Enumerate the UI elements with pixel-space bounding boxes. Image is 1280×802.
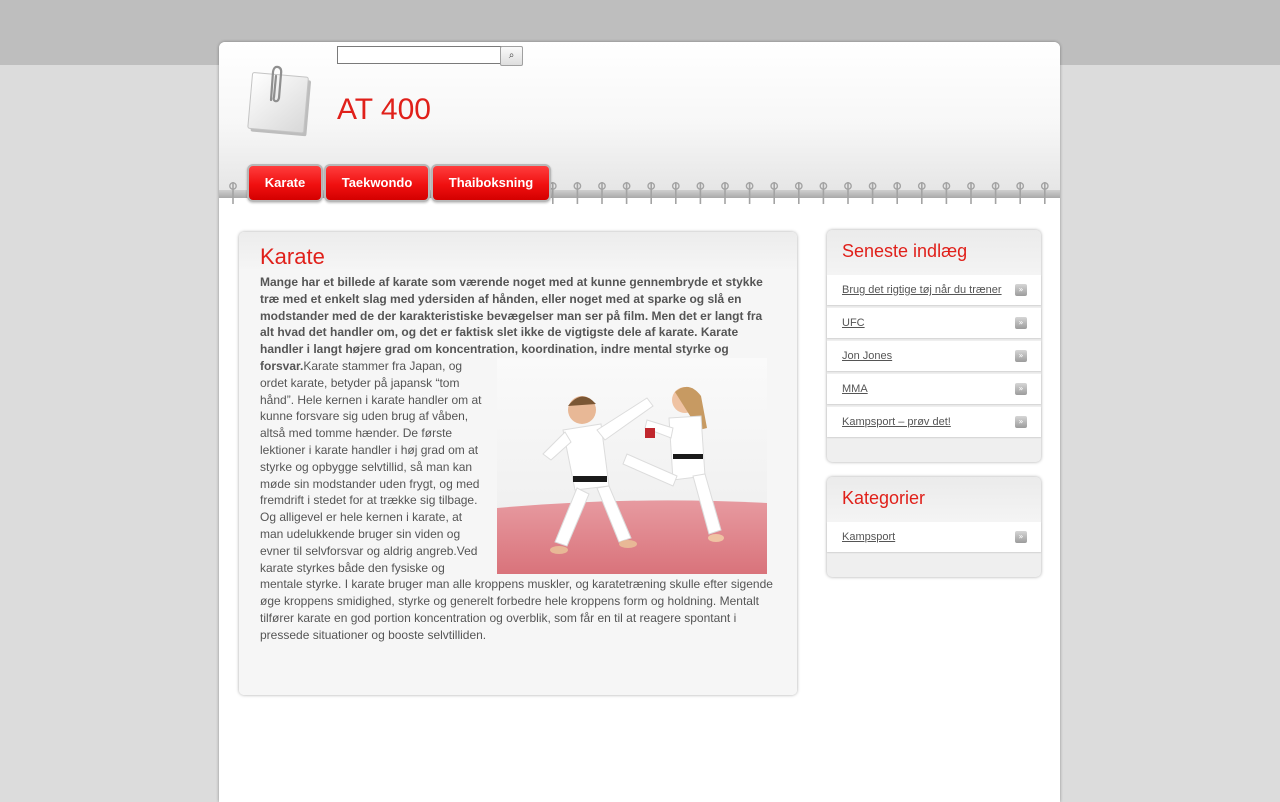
post-body <box>260 274 776 644</box>
recent-post-link[interactable]: MMA <box>842 383 868 395</box>
page <box>219 42 1060 802</box>
list-item <box>827 341 1041 371</box>
double-chevron-right-icon: » <box>1015 284 1027 296</box>
post-lead: Mange har et billede af karate som værende noget med at kunne gennembryde et stykke træ med et enkelt slag med ydersiden af hånden, eller noget med at sparke og slå en modstander med de der karakteristiske bevægelser man ser på film. Men det er langt fra alt hvad det handler om, og det er faktisk slet ikke de vigtigste dele af karate. Karate handler i langt højere grad om koncentration, koordination, indre mental styrke og forsvar. <box>260 275 763 373</box>
double-chevron-right-icon: » <box>1015 383 1027 395</box>
note-paperclip-icon <box>245 64 317 140</box>
list-item <box>827 522 1041 552</box>
category-link[interactable]: Kampsport <box>842 531 896 543</box>
list-item <box>827 374 1041 404</box>
list-item <box>827 407 1041 437</box>
recent-posts-list <box>827 275 1041 437</box>
recent-post-link[interactable]: Brug det rigtige tøj når du træner <box>842 284 1002 296</box>
karate-kids-photo <box>497 358 767 574</box>
recent-posts-widget <box>827 230 1041 462</box>
recent-post-link[interactable]: Jon Jones <box>842 350 893 362</box>
list-item <box>827 275 1041 305</box>
double-chevron-right-icon: » <box>1015 350 1027 362</box>
post-text: Karate stammer fra Japan, og ordet karate, betyder på japansk “tom hånd”. Hele kernen i karate handler om at kunne forsvare sig uden brug af våben, altså med tomme hænder. De første lektioner i karate handler i høj grad om at styrke og opbygge selvtillid, så man kan møde sin modstander uden frygt, og med fremdrift i stedet for at trække sig tilbage. Og alligevel er hele kernen i karate, at man udelukkende bruger sin viden og evner til selvforsvar og aldrig angreb.Ved karate styrkes både den fysiske og mentale styrke. I karate bruger man alle kroppens muskler, og karatetræning skulle efter sigende øge kroppens smidighed, styrke og generelt forbedre hele kroppens form og holdning. Mentalt tilfører karate en god portion koncentration og overblik, som får en til at reagere spontant i pressede situationer og booste selvtilliden. <box>260 358 773 642</box>
categories-list <box>827 522 1041 552</box>
nav-tab-karate[interactable]: Karate <box>247 164 323 202</box>
recent-post-link[interactable]: Kampsport – prøv det! <box>842 416 951 428</box>
double-chevron-right-icon: » <box>1015 317 1027 329</box>
widget-footer <box>827 440 1041 462</box>
search-icon: ⌕ <box>508 50 515 61</box>
categories-widget <box>827 477 1041 577</box>
post-box <box>239 232 797 695</box>
recent-post-link[interactable]: UFC <box>842 317 865 329</box>
post-title: Karate <box>260 244 325 269</box>
nav-tab-taekwondo[interactable]: Taekwondo <box>324 164 430 202</box>
recent-posts-title: Seneste indlæg <box>827 230 1041 275</box>
double-chevron-right-icon: » <box>1015 416 1027 428</box>
search-button[interactable] <box>500 46 523 66</box>
widget-footer <box>827 555 1041 577</box>
site-title: AT 400 <box>337 93 431 126</box>
list-item <box>827 308 1041 338</box>
nav-tab-thaiboksning[interactable]: Thaiboksning <box>431 164 551 202</box>
search-input[interactable] <box>337 46 502 64</box>
categories-title: Kategorier <box>827 477 1041 522</box>
double-chevron-right-icon: » <box>1015 531 1027 543</box>
